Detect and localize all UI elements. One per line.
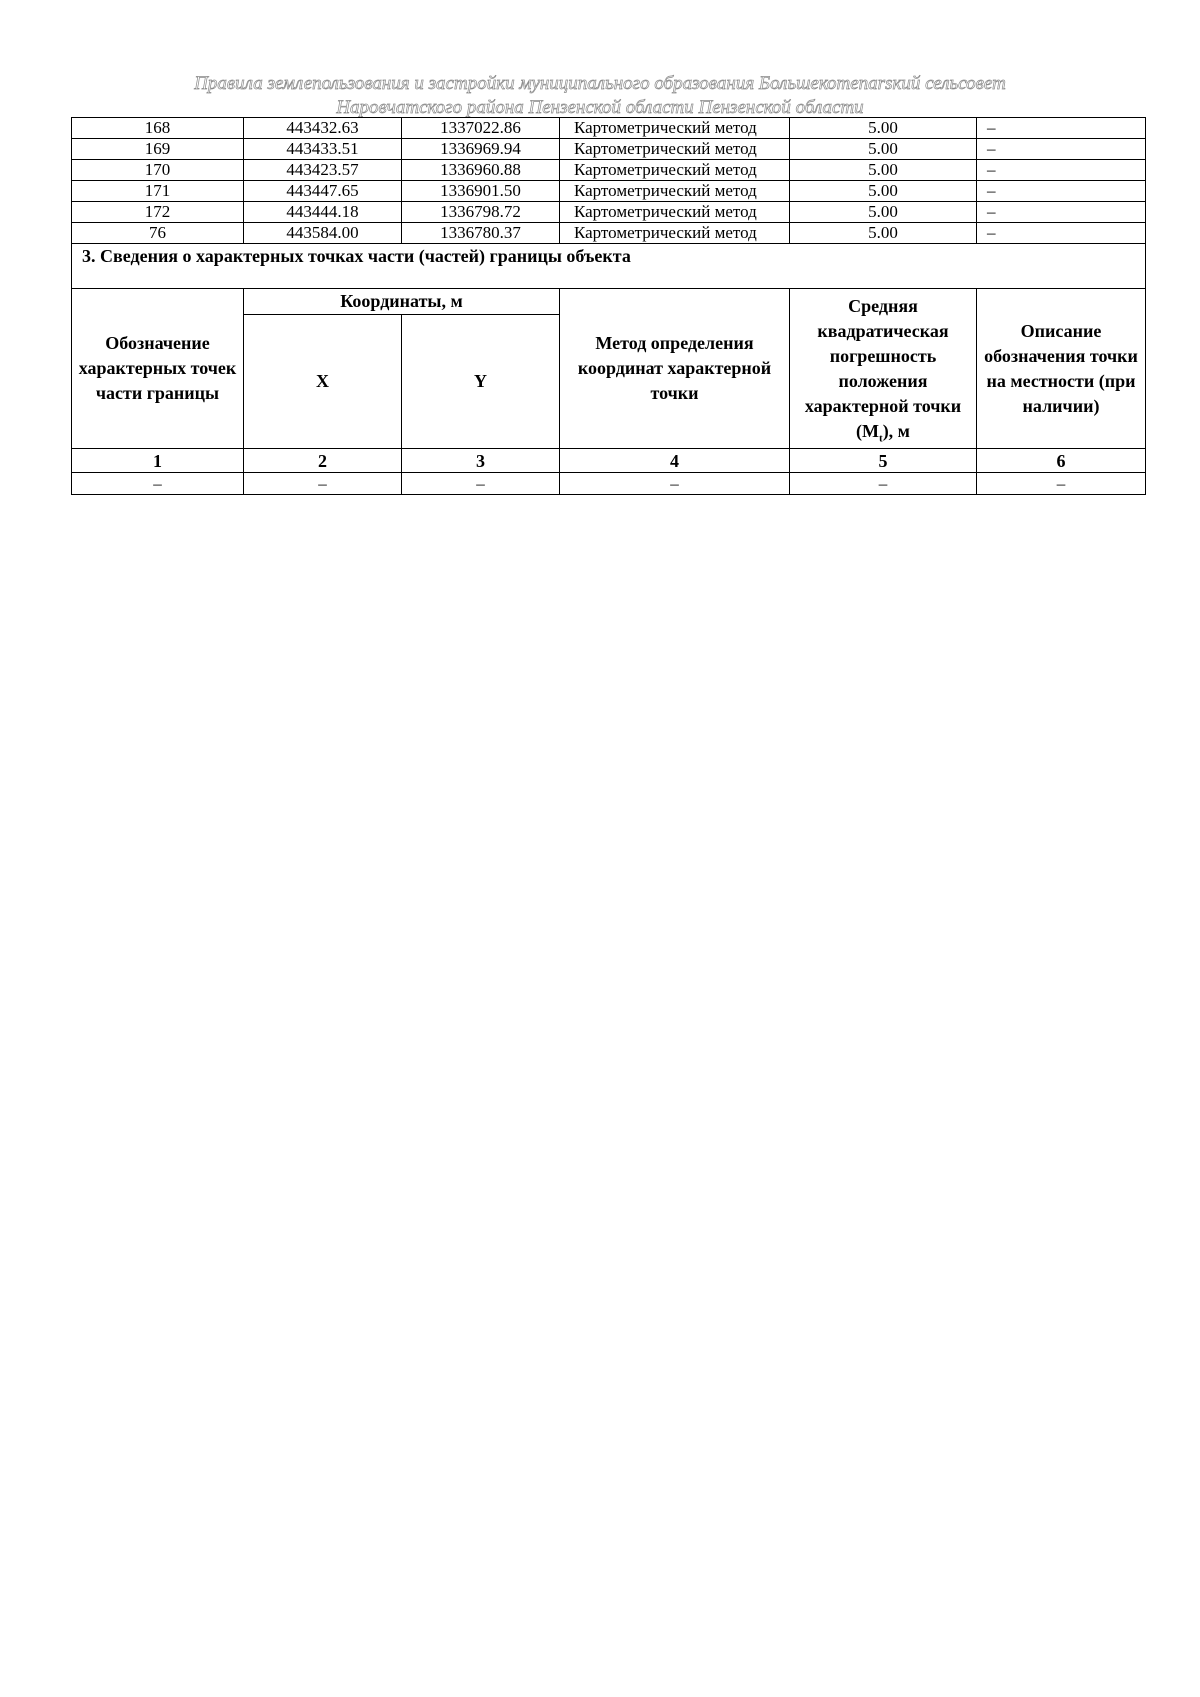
header-line-1: Правила землепользования и застройки муниципального образования Большекоmenarsкий сельсовет <box>194 73 1006 94</box>
y-coordinate-cell: 1336960.88 <box>402 160 560 181</box>
y-coordinate-cell: 1336969.94 <box>402 139 560 160</box>
section-3-row <box>72 244 1146 289</box>
col-header-x: X <box>244 315 402 449</box>
method-cell: Картометрический метод <box>560 160 790 181</box>
point-number-cell: 168 <box>72 118 244 139</box>
table-row <box>72 139 1146 160</box>
description-cell: – <box>977 160 1146 181</box>
empty-cell: – <box>560 473 790 495</box>
error-cell: 5.00 <box>790 181 977 202</box>
x-coordinate-cell: 443447.65 <box>244 181 402 202</box>
point-number-cell: 169 <box>72 139 244 160</box>
col-header-coordinates: Координаты, м <box>244 289 560 315</box>
header-line-2: Наровчатского района Пензенской области Пензенской области <box>336 97 864 118</box>
column-number: 2 <box>244 449 402 473</box>
table-row <box>72 118 1146 139</box>
method-cell: Картометрический метод <box>560 139 790 160</box>
table-row <box>72 202 1146 223</box>
empty-data-row <box>72 473 1146 495</box>
x-coordinate-cell: 443584.00 <box>244 223 402 244</box>
table-row <box>72 160 1146 181</box>
col-header-method: Метод определения координат характерной точки <box>560 289 790 449</box>
col-header-error-main: Средняя квадратическая погрешность положения характерной точки (M <box>804 295 962 441</box>
column-number: 5 <box>790 449 977 473</box>
x-coordinate-cell: 443432.63 <box>244 118 402 139</box>
point-number-cell: 171 <box>72 181 244 202</box>
point-number-cell: 172 <box>72 202 244 223</box>
y-coordinate-cell: 1336780.37 <box>402 223 560 244</box>
error-cell: 5.00 <box>790 223 977 244</box>
x-coordinate-cell: 443423.57 <box>244 160 402 181</box>
col-header-description: Описание обозначения точки на местности (при наличии) <box>977 289 1146 449</box>
description-cell: – <box>977 223 1146 244</box>
point-number-cell: 76 <box>72 223 244 244</box>
error-cell: 5.00 <box>790 202 977 223</box>
col-header-designation: Обозначение характерных точек части границы <box>72 289 244 449</box>
method-cell: Картометрический метод <box>560 118 790 139</box>
coordinates-table <box>71 117 1146 495</box>
method-cell: Картометрический метод <box>560 202 790 223</box>
y-coordinate-cell: 1336901.50 <box>402 181 560 202</box>
empty-cell: – <box>790 473 977 495</box>
error-cell: 5.00 <box>790 160 977 181</box>
x-coordinate-cell: 443444.18 <box>244 202 402 223</box>
empty-cell: – <box>977 473 1146 495</box>
col-header-y: Y <box>402 315 560 449</box>
col-header-error-sub: t <box>879 432 883 445</box>
col-header-error <box>790 289 977 449</box>
table-row <box>72 181 1146 202</box>
y-coordinate-cell: 1337022.86 <box>402 118 560 139</box>
method-cell: Картометрический метод <box>560 223 790 244</box>
description-cell: – <box>977 181 1146 202</box>
description-cell: – <box>977 118 1146 139</box>
description-cell: – <box>977 202 1146 223</box>
coordinates-table-body <box>72 118 1146 244</box>
table-row <box>72 223 1146 244</box>
empty-cell: – <box>244 473 402 495</box>
document-header <box>0 72 1200 120</box>
method-cell: Картометрический метод <box>560 181 790 202</box>
error-cell: 5.00 <box>790 139 977 160</box>
section-3-header-row <box>72 289 1146 315</box>
section-3-title: 3. Сведения о характерных точках части (частей) границы объекта <box>72 244 1146 289</box>
x-coordinate-cell: 443433.51 <box>244 139 402 160</box>
error-cell: 5.00 <box>790 118 977 139</box>
col-header-error-tail: ), м <box>882 420 910 441</box>
column-number: 3 <box>402 449 560 473</box>
description-cell: – <box>977 139 1146 160</box>
column-number: 1 <box>72 449 244 473</box>
empty-cell: – <box>72 473 244 495</box>
column-number-row <box>72 449 1146 473</box>
point-number-cell: 170 <box>72 160 244 181</box>
empty-cell: – <box>402 473 560 495</box>
column-number: 6 <box>977 449 1146 473</box>
y-coordinate-cell: 1336798.72 <box>402 202 560 223</box>
column-number: 4 <box>560 449 790 473</box>
